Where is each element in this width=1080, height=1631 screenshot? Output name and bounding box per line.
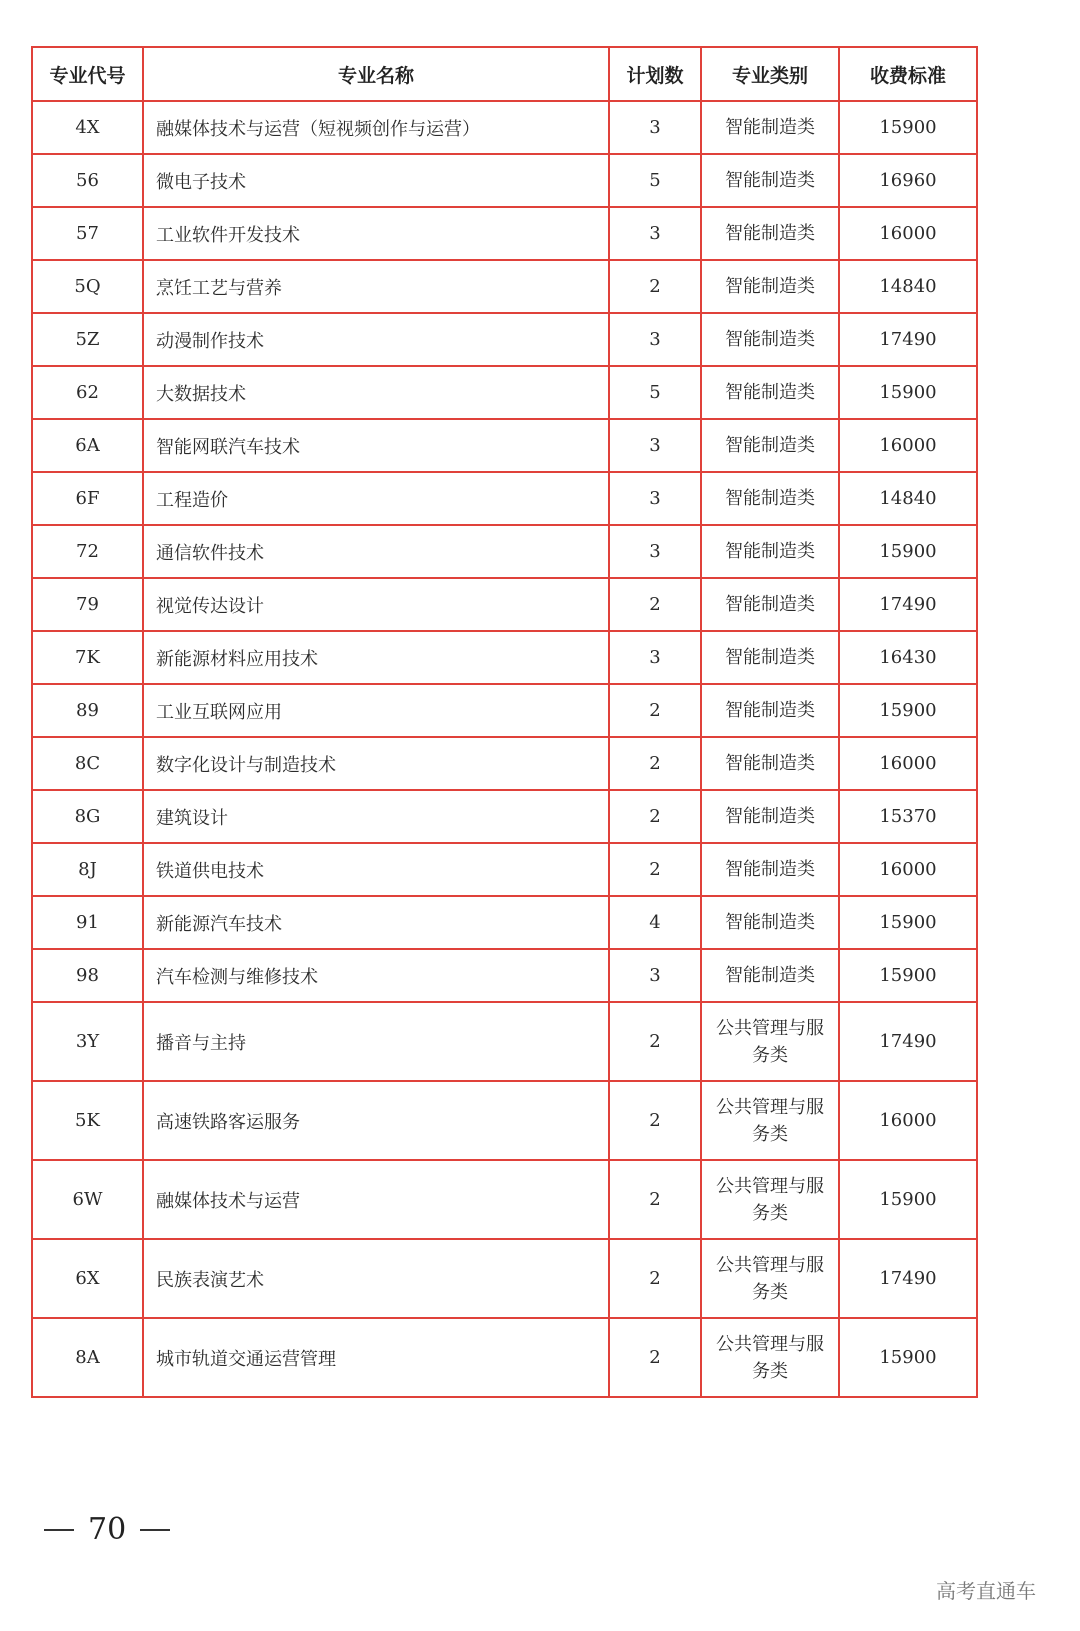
category-text: 智能制造类 xyxy=(725,647,815,668)
cell-count: 3 xyxy=(609,631,701,684)
cell-name: 工业软件开发技术 xyxy=(143,207,609,260)
cell-name: 工业互联网应用 xyxy=(143,684,609,737)
cell-name: 视觉传达设计 xyxy=(143,578,609,631)
cell-category xyxy=(701,1318,839,1397)
cell-category xyxy=(701,366,839,419)
cell-fee: 16000 xyxy=(839,419,977,472)
cell-fee: 15370 xyxy=(839,790,977,843)
cell-category xyxy=(701,737,839,790)
cell-name: 新能源汽车技术 xyxy=(143,896,609,949)
category-text: 智能制造类 xyxy=(725,541,815,562)
page-number xyxy=(44,1512,170,1547)
cell-category xyxy=(701,419,839,472)
cell-name: 汽车检测与维修技术 xyxy=(143,949,609,1002)
cell-category xyxy=(701,260,839,313)
table-row xyxy=(32,525,977,578)
category-text: 智能制造类 xyxy=(725,965,815,986)
category-text: 公共管理与服务类 xyxy=(716,1175,824,1224)
cell-count: 3 xyxy=(609,101,701,154)
cell-category xyxy=(701,1160,839,1239)
category-text: 智能制造类 xyxy=(725,753,815,774)
cell-name: 通信软件技术 xyxy=(143,525,609,578)
cell-name: 建筑设计 xyxy=(143,790,609,843)
cell-name: 民族表演艺术 xyxy=(143,1239,609,1318)
cell-count: 2 xyxy=(609,260,701,313)
left-dash xyxy=(44,1529,74,1531)
header-category: 专业类别 xyxy=(701,47,839,101)
category-text: 公共管理与服务类 xyxy=(716,1254,824,1303)
cell-fee: 16000 xyxy=(839,737,977,790)
cell-count: 2 xyxy=(609,1002,701,1081)
cell-code: 5K xyxy=(32,1081,143,1160)
table-row xyxy=(32,1081,977,1160)
category-text: 智能制造类 xyxy=(725,488,815,509)
cell-fee: 15900 xyxy=(839,525,977,578)
table-body xyxy=(32,101,977,1397)
category-text: 智能制造类 xyxy=(725,382,815,403)
cell-name: 播音与主持 xyxy=(143,1002,609,1081)
cell-category xyxy=(701,1239,839,1318)
category-text: 公共管理与服务类 xyxy=(716,1333,824,1382)
cell-count: 2 xyxy=(609,790,701,843)
cell-code: 8J xyxy=(32,843,143,896)
cell-name: 微电子技术 xyxy=(143,154,609,207)
cell-code: 8C xyxy=(32,737,143,790)
cell-code: 89 xyxy=(32,684,143,737)
cell-category xyxy=(701,1002,839,1081)
cell-category xyxy=(701,313,839,366)
cell-category xyxy=(701,1081,839,1160)
cell-count: 2 xyxy=(609,1318,701,1397)
cell-category xyxy=(701,578,839,631)
cell-code: 8G xyxy=(32,790,143,843)
category-text: 智能制造类 xyxy=(725,117,815,138)
category-text: 智能制造类 xyxy=(725,859,815,880)
cell-code: 4X xyxy=(32,101,143,154)
cell-code: 57 xyxy=(32,207,143,260)
cell-code: 3Y xyxy=(32,1002,143,1081)
cell-count: 2 xyxy=(609,578,701,631)
category-text: 智能制造类 xyxy=(725,700,815,721)
category-text: 智能制造类 xyxy=(725,223,815,244)
cell-count: 3 xyxy=(609,419,701,472)
table-row xyxy=(32,896,977,949)
cell-name: 城市轨道交通运营管理 xyxy=(143,1318,609,1397)
table-row xyxy=(32,154,977,207)
cell-count: 3 xyxy=(609,472,701,525)
cell-fee: 17490 xyxy=(839,1239,977,1318)
cell-code: 7K xyxy=(32,631,143,684)
cell-code: 79 xyxy=(32,578,143,631)
cell-code: 56 xyxy=(32,154,143,207)
cell-code: 98 xyxy=(32,949,143,1002)
cell-name: 高速铁路客运服务 xyxy=(143,1081,609,1160)
right-dash xyxy=(140,1529,170,1531)
cell-name: 工程造价 xyxy=(143,472,609,525)
cell-code: 6X xyxy=(32,1239,143,1318)
cell-fee: 17490 xyxy=(839,1002,977,1081)
table-row xyxy=(32,578,977,631)
cell-name: 新能源材料应用技术 xyxy=(143,631,609,684)
cell-fee: 15900 xyxy=(839,1160,977,1239)
cell-code: 5Z xyxy=(32,313,143,366)
cell-fee: 14840 xyxy=(839,472,977,525)
cell-name: 烹饪工艺与营养 xyxy=(143,260,609,313)
cell-category xyxy=(701,790,839,843)
cell-count: 3 xyxy=(609,949,701,1002)
table-row xyxy=(32,1002,977,1081)
cell-count: 2 xyxy=(609,843,701,896)
cell-count: 3 xyxy=(609,207,701,260)
cell-count: 2 xyxy=(609,1160,701,1239)
cell-count: 5 xyxy=(609,366,701,419)
cell-count: 5 xyxy=(609,154,701,207)
cell-code: 8A xyxy=(32,1318,143,1397)
cell-category xyxy=(701,684,839,737)
header-fee: 收费标准 xyxy=(839,47,977,101)
category-text: 公共管理与服务类 xyxy=(716,1017,824,1066)
category-text: 智能制造类 xyxy=(725,806,815,827)
table-row xyxy=(32,1239,977,1318)
cell-count: 2 xyxy=(609,1081,701,1160)
cell-fee: 15900 xyxy=(839,366,977,419)
enrollment-plan-table xyxy=(31,46,978,1398)
category-text: 智能制造类 xyxy=(725,170,815,191)
cell-name: 动漫制作技术 xyxy=(143,313,609,366)
cell-category xyxy=(701,631,839,684)
cell-fee: 16430 xyxy=(839,631,977,684)
cell-fee: 14840 xyxy=(839,260,977,313)
cell-fee: 16000 xyxy=(839,1081,977,1160)
cell-fee: 17490 xyxy=(839,578,977,631)
table-row xyxy=(32,1160,977,1239)
cell-count: 2 xyxy=(609,684,701,737)
watermark-text: 高考直通车 xyxy=(936,1579,1036,1603)
cell-name: 大数据技术 xyxy=(143,366,609,419)
cell-fee: 15900 xyxy=(839,101,977,154)
cell-name: 数字化设计与制造技术 xyxy=(143,737,609,790)
cell-count: 2 xyxy=(609,1239,701,1318)
cell-code: 6W xyxy=(32,1160,143,1239)
cell-count: 4 xyxy=(609,896,701,949)
cell-name: 智能网联汽车技术 xyxy=(143,419,609,472)
table-row xyxy=(32,419,977,472)
category-text: 公共管理与服务类 xyxy=(716,1096,824,1145)
cell-fee: 16000 xyxy=(839,843,977,896)
cell-fee: 16000 xyxy=(839,207,977,260)
cell-name: 融媒体技术与运营（短视频创作与运营） xyxy=(143,101,609,154)
table-row xyxy=(32,313,977,366)
category-text: 智能制造类 xyxy=(725,594,815,615)
page-number-value: 70 xyxy=(88,1512,127,1547)
category-text: 智能制造类 xyxy=(725,912,815,933)
table-row xyxy=(32,260,977,313)
table-row xyxy=(32,101,977,154)
category-text: 智能制造类 xyxy=(725,329,815,350)
cell-code: 62 xyxy=(32,366,143,419)
cell-category xyxy=(701,896,839,949)
header-name: 专业名称 xyxy=(143,47,609,101)
table-row xyxy=(32,737,977,790)
cell-count: 3 xyxy=(609,313,701,366)
cell-category xyxy=(701,949,839,1002)
table-row xyxy=(32,472,977,525)
cell-category xyxy=(701,207,839,260)
cell-fee: 15900 xyxy=(839,949,977,1002)
cell-fee: 15900 xyxy=(839,1318,977,1397)
cell-category xyxy=(701,101,839,154)
cell-count: 3 xyxy=(609,525,701,578)
table-row xyxy=(32,1318,977,1397)
cell-code: 72 xyxy=(32,525,143,578)
cell-code: 5Q xyxy=(32,260,143,313)
cell-fee: 15900 xyxy=(839,896,977,949)
cell-name: 融媒体技术与运营 xyxy=(143,1160,609,1239)
table-row xyxy=(32,631,977,684)
cell-category xyxy=(701,154,839,207)
cell-fee: 16960 xyxy=(839,154,977,207)
cell-category xyxy=(701,843,839,896)
header-count: 计划数 xyxy=(609,47,701,101)
cell-code: 91 xyxy=(32,896,143,949)
table-row xyxy=(32,949,977,1002)
cell-fee: 17490 xyxy=(839,313,977,366)
cell-name: 铁道供电技术 xyxy=(143,843,609,896)
table-row xyxy=(32,207,977,260)
table-row xyxy=(32,684,977,737)
cell-fee: 15900 xyxy=(839,684,977,737)
cell-count: 2 xyxy=(609,737,701,790)
table-row xyxy=(32,843,977,896)
cell-category xyxy=(701,525,839,578)
header-code: 专业代号 xyxy=(32,47,143,101)
cell-category xyxy=(701,472,839,525)
table-row xyxy=(32,366,977,419)
table-header-row xyxy=(32,47,977,101)
category-text: 智能制造类 xyxy=(725,276,815,297)
category-text: 智能制造类 xyxy=(725,435,815,456)
cell-code: 6A xyxy=(32,419,143,472)
cell-code: 6F xyxy=(32,472,143,525)
table-row xyxy=(32,790,977,843)
